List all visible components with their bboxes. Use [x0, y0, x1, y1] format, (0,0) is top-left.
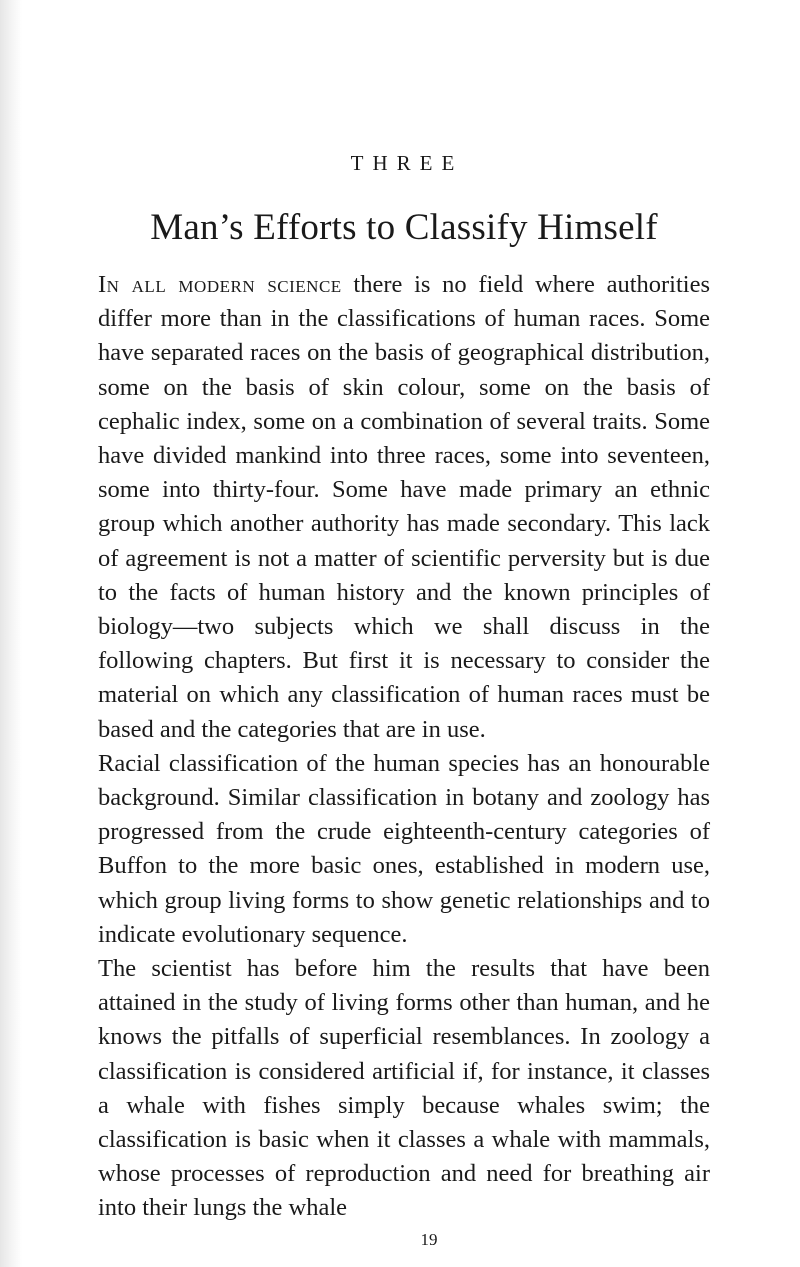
chapter-number: THREE: [350, 151, 464, 175]
page-number: 19: [420, 1229, 438, 1249]
page-edge-shadow: [0, 0, 22, 1267]
paragraph-1-text: there is no field where authorities differ more than in the classifications of human races. Some have separated races on the basis of geographical distribution, some on the basis of skin colour, some on the basis of cephalic index, some on a combination of several traits. Some have divided mankind into three races, some into seventeen, some into thirty-four. Some have made primary an ethnic group which another authority has made secondary. This lack of agreement is not a matter of scientific perversity but is due to the facts of human history and the known principles of biology—two subjects which we shall discuss in the following chapters. But first it is necessary to consider the material on which any classification of human races must be based and the categories that are in use.: [98, 271, 710, 743]
chapter-title: Man’s Efforts to Classify Himself: [150, 207, 658, 248]
book-page: [98, 140, 710, 1250]
paragraph-1: [98, 268, 710, 747]
body-text: [98, 268, 710, 1226]
paragraph-lead-smallcaps: In all modern science: [98, 271, 342, 298]
paragraph-3: The scientist has before him the results that have been attained in the study of living forms other than human, and he knows the pitfalls of superficial resemblances. In zoology a classification is considered artificial if, for instance, it classes a whale with fishes simply because whales swim; the classification is basic when it classes a whale with mammals, whose processes of reproduction and need for breathing air into their lungs the whale: [98, 955, 710, 1222]
paragraph-2: Racial classification of the human species has an honourable background. Similar classification in botany and zoology has progressed from the crude eighteenth-century categories of Buffon to the more basic ones, established in modern use, which group living forms to show genetic relationships and to indicate evolutionary sequence.: [98, 749, 710, 948]
